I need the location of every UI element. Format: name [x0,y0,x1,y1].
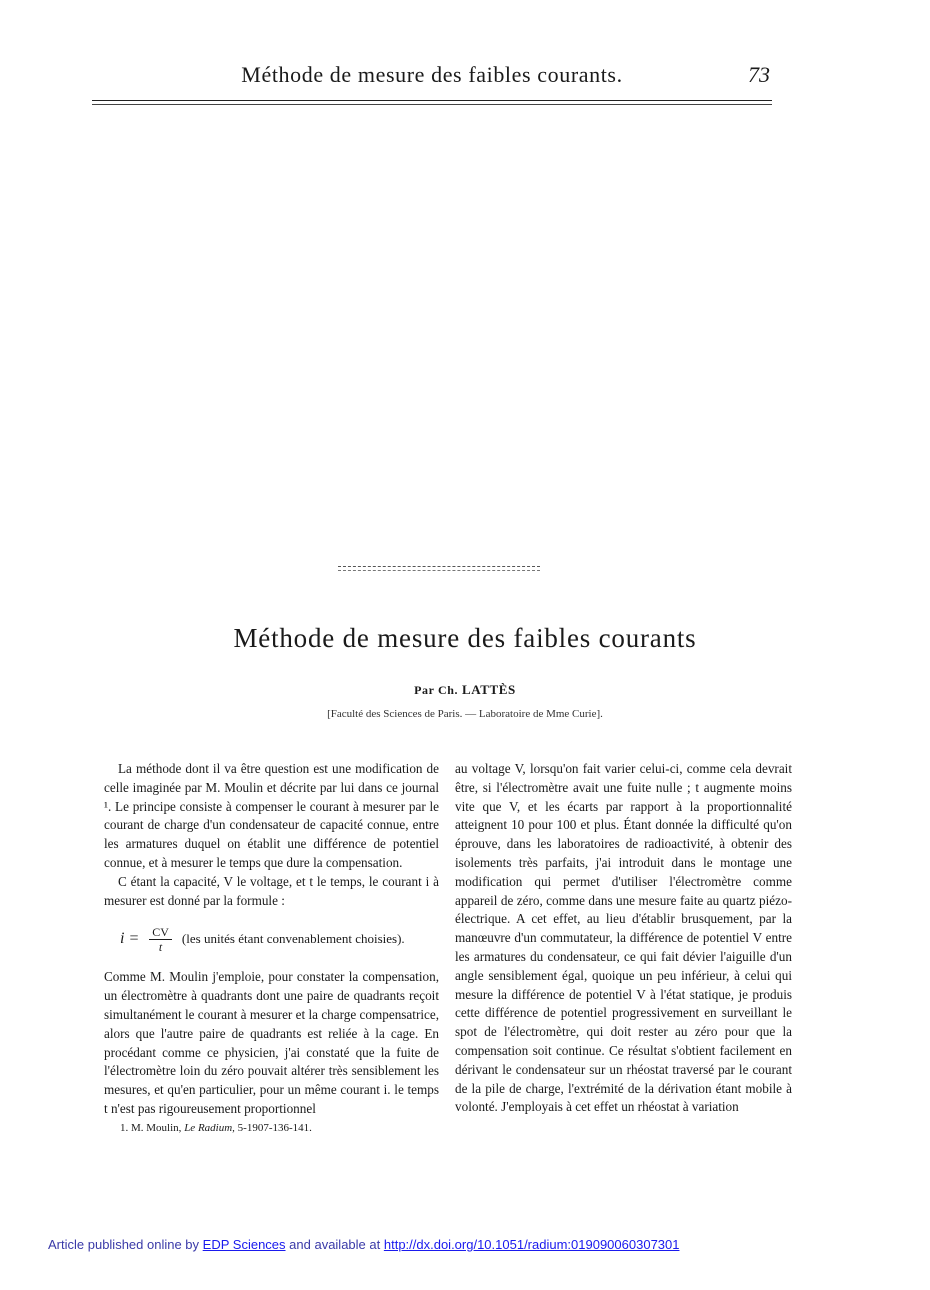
paragraph: C étant la capacité, V le voltage, et t le temps, le courant i à mesurer est donné par la formule : [104,873,439,908]
doi-link[interactable]: http://dx.doi.org/10.1051/radium:019090060307301 [383,1237,680,1252]
author-prefix: Par Ch. [414,683,459,697]
publisher-footer [48,1237,679,1252]
running-header [92,62,772,96]
formula-note: (les unités étant convenablement choisies). [181,930,405,946]
author-name: LATTÈS [461,682,516,697]
header-rule [92,100,772,101]
footnote [104,1121,439,1136]
formula-numerator: CV [149,925,172,940]
affiliation: [Faculté des Sciences de Paris. — Laboratoire de Mme Curie]. [327,708,603,720]
formula-denominator: t [158,939,163,954]
footnote-reference: 5-1907-136-141. [237,1121,312,1134]
paragraph: Comme M. Moulin j'emploie, pour constater la compensation, un électromètre à quadrants dont une paire de quadrants reçoit simultanément le courant à mesurer et la charge compensatrice, alors que l'autre paire de quadrants est reliée à la cage. En procédant comme ce physicien, j'ai constaté que la fuite de l'électromètre loin du zéro pouvait altérer très sensiblement les mesures, et qu'en particulier, pour un même courant i. le temps t n'est pas rigoureusement proportionnel [104,969,439,1116]
right-column [455,760,792,1117]
publisher-link[interactable]: EDP Sciences [202,1237,286,1252]
footer-text: Article published online by [48,1237,200,1252]
paragraph: au voltage V, lorsqu'on fait varier celui-ci, comme cela devrait être, si l'électromètre avait une fuite nulle ; t augmente moins vite que V, et les écarts par rapport à la proportionnalité atteignent 10 pour 100 et plus. Étant donnée la difficulté qu'on éprouve, dans les laboratoires de radioactivité, à obtenir des isolements très parfaits, j'ai introduit dans le montage une modification qui permet d'utiliser l'électromètre comme appareil de zéro, comme dans une mesure faite au quartz piézo-électrique. A cet effet, au lieu d'établir brusquement, par la manœuvre d'un commutateur, la différence de potentiel V entre les armatures du condensateur, ce qui fait dévier l'aiguille d'un angle sensiblement égal, quoique un peu inférieur, à celui qui mesure la différence de potentiel V à l'état statique, je produis cette différence de potentiel progressivement en surveillant le spot de l'électromètre, qui doit rester au zéro pour que la compensation soit continue. Ce résultat s'obtient facilement en dérivant le condensateur sur un rhéostat traversé par le courant de la pile de charge, l'extrémité de la dérivation étant mobile à volonté. J'employais à cet effet un rhéostat à variation [455,761,792,1115]
left-column [104,760,439,1136]
paragraph: La méthode dont il va être question est une modification de celle imaginée par M. Moulin et décrite par lui dans ce journal ¹. Le principe consiste à compenser le courant à mesurer par le courant de charge d'un condensateur de capacité connue, entre les armatures duquel on établit une différence de potentiel connue, et à mesurer le temps que dure la compensation. [104,761,439,870]
footnote-prefix: 1. M. Moulin, [120,1121,182,1134]
running-title: Méthode de mesure des faibles courants. [241,62,623,87]
header-rule [92,104,772,105]
formula-lhs: i = [120,929,140,947]
formula [120,918,439,960]
footer-text: and available at [289,1237,381,1252]
section-separator [338,570,540,571]
formula-fraction [149,925,172,954]
author-line [0,682,930,698]
footnote-journal: Le Radium, [184,1121,235,1134]
section-separator [338,566,540,567]
page-number: 73 [748,62,770,87]
article-title: Méthode de mesure des faibles courants [233,623,697,653]
